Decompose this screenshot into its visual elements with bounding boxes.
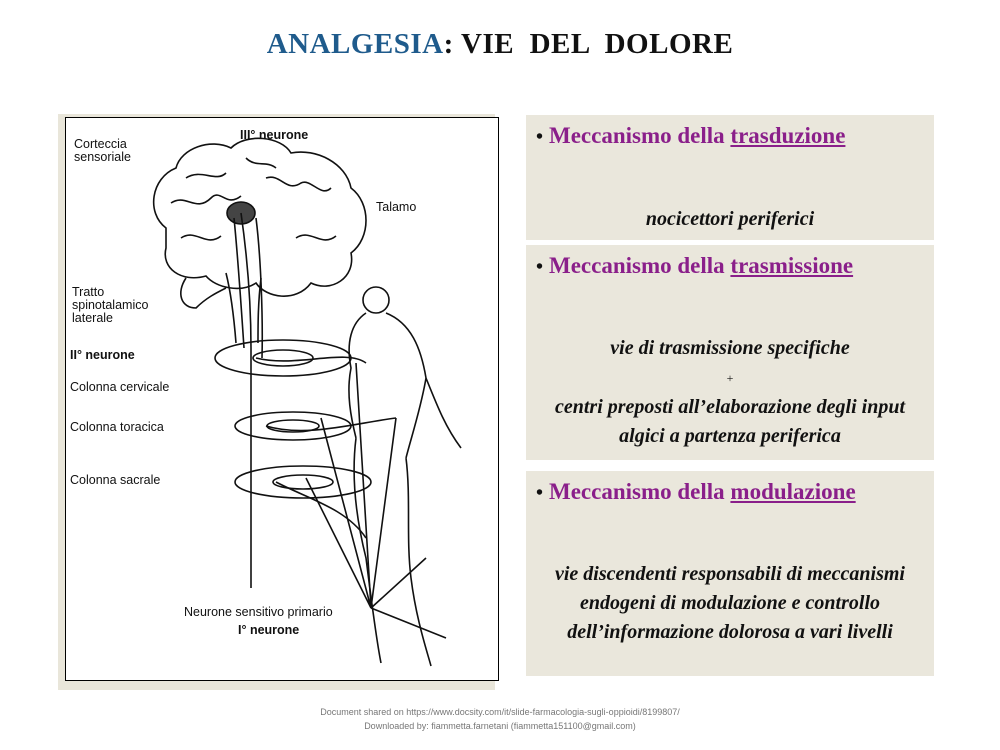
box-modulazione xyxy=(526,471,934,676)
bullet-icon: • xyxy=(536,482,544,504)
footer-downloaded-by: Downloaded by: fiammetta.farnetani (fiammetta151100@gmail.com) xyxy=(364,721,636,731)
label-talamo: Talamo xyxy=(376,200,417,214)
heading-term: trasmissione xyxy=(730,253,854,278)
pain-pathway-figure xyxy=(65,117,499,681)
footer-shared-link[interactable]: Document shared on https://www.docsity.com/it/slide-farmacologia-sugli-oppioidi/8199807/ xyxy=(320,707,680,717)
heading-term: trasduzione xyxy=(730,123,846,148)
title-accent: ANALGESIA xyxy=(266,28,444,60)
box-trasmissione xyxy=(526,245,934,460)
label-corteccia: Corteccia sensoriale xyxy=(74,137,131,164)
label-first-neuron: I° neurone xyxy=(238,623,300,637)
label-tratto: Tratto spinotalamico laterale xyxy=(72,285,149,325)
bullet-icon: • xyxy=(536,126,544,148)
page-title xyxy=(0,28,1000,61)
primary-neurons xyxy=(306,363,446,638)
body-head xyxy=(363,287,389,313)
box-body: vie discendenti responsabili di meccanismi endogeni di modulazione e controllo dell’informazione dolorosa a vari livelli xyxy=(555,563,905,643)
box-body: vie di trasmissione specifiche + centri preposti all’elaborazione degli input algici a partenza periferica xyxy=(554,337,905,447)
pain-pathway-illustration xyxy=(66,118,498,680)
label-second-neuron: II° neurone xyxy=(70,348,135,362)
heading-term: modulazione xyxy=(730,479,856,504)
body-outline xyxy=(349,313,461,666)
title-rest: : VIE DEL DOLORE xyxy=(443,28,734,60)
label-primario: Neurone sensitivo primario xyxy=(184,605,333,619)
box-trasduzione xyxy=(526,115,934,240)
box-heading: • Meccanismo della trasmissione xyxy=(536,253,854,278)
sacral-section xyxy=(235,466,371,498)
label-sacrale: Colonna sacrale xyxy=(70,473,161,487)
thoracic-section xyxy=(235,412,351,440)
box-heading: • Meccanismo della trasduzione xyxy=(536,123,846,148)
bullet-icon: • xyxy=(536,256,544,278)
box-body: nocicettori periferici xyxy=(645,208,815,230)
label-third-neuron: III° neurone xyxy=(240,128,309,142)
label-cervicale: Colonna cervicale xyxy=(70,380,170,394)
box-heading: • Meccanismo della modulazione xyxy=(536,479,856,504)
label-toracica: Colonna toracica xyxy=(70,420,164,434)
spinothalamic-tract xyxy=(234,213,251,588)
